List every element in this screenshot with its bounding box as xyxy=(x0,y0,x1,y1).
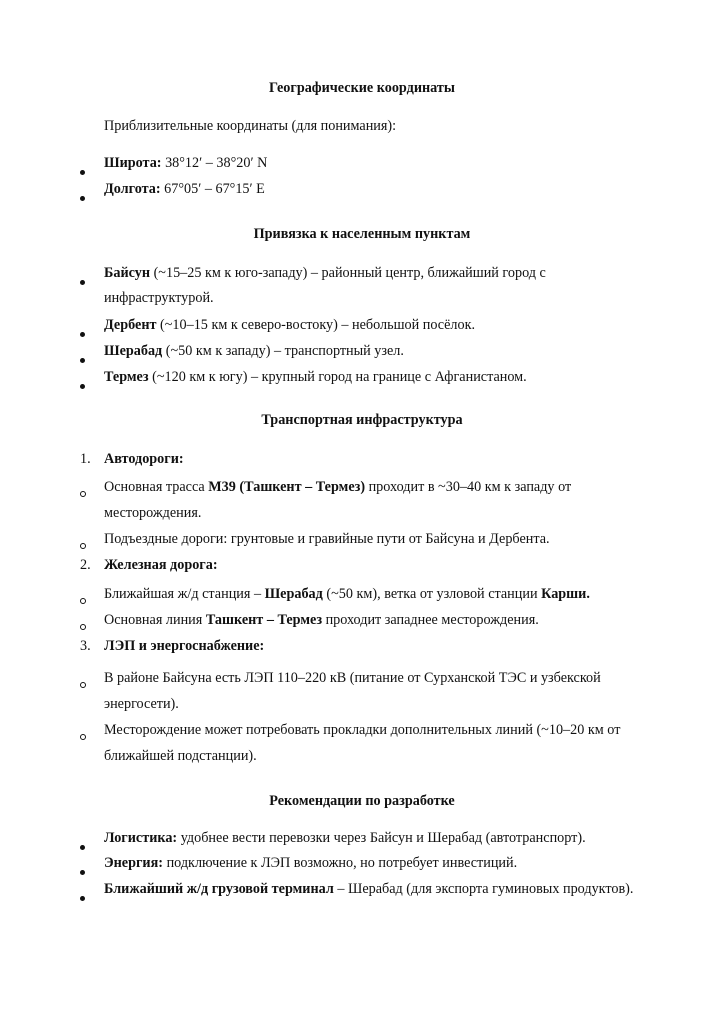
list-item-baysun xyxy=(104,265,546,282)
subheading-roads: Автодороги: xyxy=(104,451,184,467)
place-desc: (~10–15 км к северо-востоку) – небольшой посёлок. xyxy=(156,317,476,333)
geo-intro: Приблизительные координаты (для понимания): xyxy=(104,118,397,134)
place-name: Дербент xyxy=(104,317,157,333)
list-item-baysun-cont: инфраструктурой. xyxy=(104,290,214,306)
list-item-energy: Энергия: подключение к ЛЭП возможно, но потребует инвестиций. xyxy=(104,855,518,871)
bullet-dot xyxy=(80,377,85,394)
list-item-logistics: Логистика: удобнее вести перевозки через Байсун и Шерабад (автотранспорт). xyxy=(104,830,586,846)
subheading-power: ЛЭП и энергоснабжение: xyxy=(104,638,265,654)
bullet-dot xyxy=(80,189,85,206)
list-item-rail-line: Основная линия Ташкент – Термез проходит западнее месторождения. xyxy=(104,612,539,628)
list-number: 1. xyxy=(80,451,91,467)
bullet-circle xyxy=(80,537,86,554)
longitude-label: Долгота: xyxy=(104,181,161,197)
heading-transport: Транспортная инфраструктура xyxy=(261,412,463,428)
bullet-dot xyxy=(80,325,85,342)
road-m39: М39 (Ташкент – Термез) xyxy=(208,479,366,495)
latitude-label: Широта: xyxy=(104,155,162,171)
list-item-longitude xyxy=(104,181,265,198)
list-item-rail-terminal: Ближайший ж/д грузовой терминал – Шерабад (для экспорта гуминовых продуктов). xyxy=(104,881,634,897)
list-item-access-roads: Подъездные дороги: грунтовые и гравийные пути от Байсуна и Дербента. xyxy=(104,531,550,547)
list-number: 3. xyxy=(80,638,91,654)
list-item-termez xyxy=(104,369,527,386)
list-item-derbent xyxy=(104,317,475,334)
bullet-circle xyxy=(80,676,86,693)
bullet-circle xyxy=(80,728,86,745)
bullet-dot xyxy=(80,889,85,906)
bullet-dot xyxy=(80,273,85,290)
bullet-circle xyxy=(80,485,86,502)
place-desc: (~50 км к западу) – транспортный узел. xyxy=(162,343,404,359)
place-name: Шерабад xyxy=(104,343,163,359)
list-item-power-lines: В районе Байсуна есть ЛЭП 110–220 кВ (питание от Сурханской ТЭС и узбекской xyxy=(104,670,601,686)
place-desc: (~120 км к югу) – крупный город на границе с Афганистаном. xyxy=(148,369,527,385)
bullet-dot xyxy=(80,163,85,180)
bullet-circle xyxy=(80,592,86,609)
latitude-value: 38°12′ – 38°20′ N xyxy=(161,155,268,171)
list-item-main-road-cont: месторождения. xyxy=(104,505,202,521)
list-item-rail-station: Ближайшая ж/д станция – Шерабад (~50 км), ветка от узловой станции Карши. xyxy=(104,586,590,602)
bullet-dot xyxy=(80,863,85,880)
list-item-additional-lines-cont: ближайшей подстанции). xyxy=(104,748,257,764)
list-item-power-lines-cont: энергосети). xyxy=(104,696,179,712)
bullet-circle xyxy=(80,618,86,635)
place-desc: (~15–25 км к юго-западу) – районный центр, ближайший город с xyxy=(150,265,546,281)
longitude-value: 67°05′ – 67°15′ E xyxy=(160,181,265,197)
bullet-dot xyxy=(80,351,85,368)
list-item-sherabad xyxy=(104,343,404,360)
subheading-railway: Железная дорога: xyxy=(104,557,218,573)
heading-settlements: Привязка к населенным пунктам xyxy=(253,226,471,242)
heading-geo-coordinates: Географические координаты xyxy=(269,80,455,96)
place-name: Байсун xyxy=(104,265,151,281)
place-name: Термез xyxy=(104,369,149,385)
list-item-main-road: Основная трасса М39 (Ташкент – Термез) проходит в ~30–40 км к западу от xyxy=(104,479,572,495)
list-number: 2. xyxy=(80,557,91,573)
list-item-latitude xyxy=(104,155,267,172)
heading-recommendations: Рекомендации по разработке xyxy=(269,793,455,809)
list-item-additional-lines: Месторождение может потребовать прокладки дополнительных линий (~10–20 км от xyxy=(104,722,621,738)
bullet-dot xyxy=(80,838,85,855)
